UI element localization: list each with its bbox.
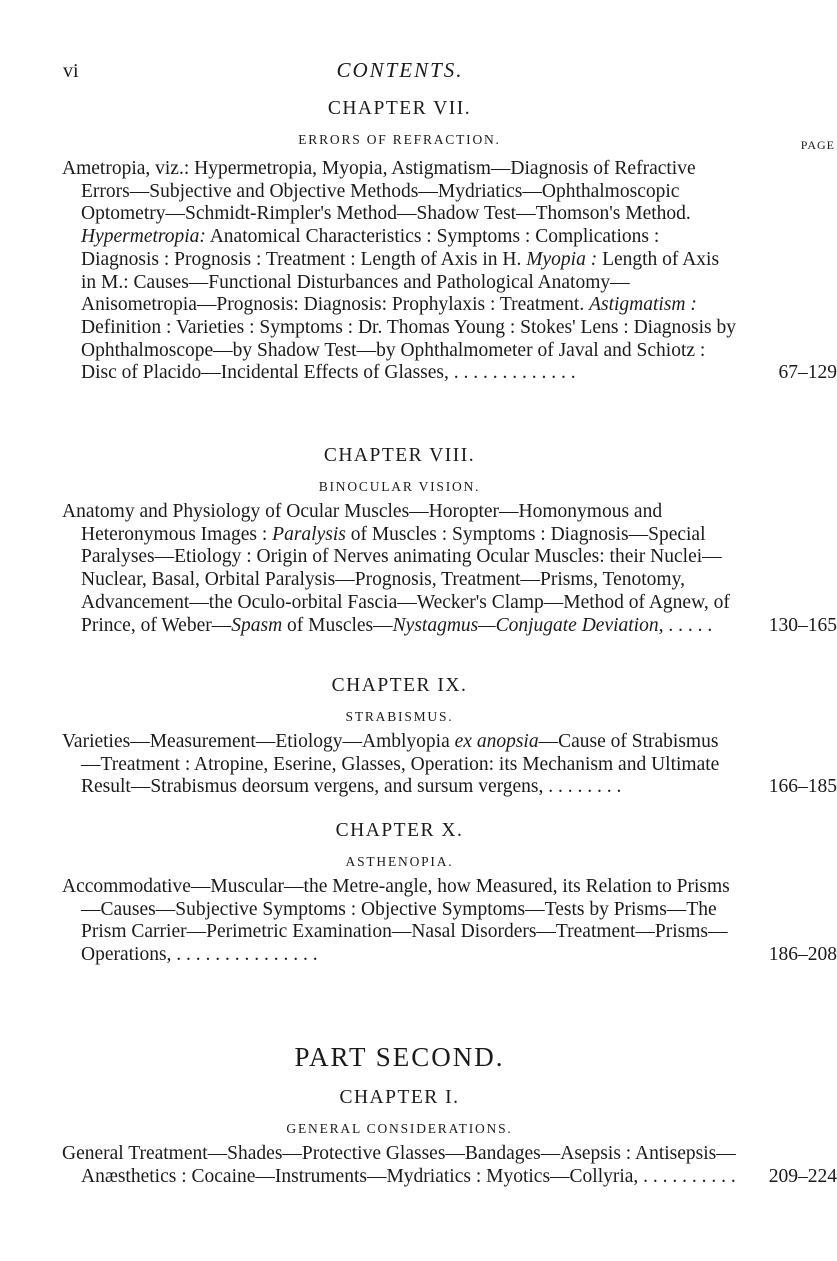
chapter-summary: Accommodative—Muscular—the Metre-angle, how Measured, its Relation to Prisms—Causes—Subjective Symptoms : Objective Symptoms—Tests by Prisms—The Prism Carrier—Perimetric Examination—Nasal Disorders—Treatment—Prisms—Operations, . . . . . . . . . . . . . . . 186–208 bbox=[62, 876, 837, 966]
page-column-label: PAGE bbox=[800, 138, 835, 152]
chapter-ix bbox=[62, 675, 837, 819]
page-number: vi bbox=[63, 60, 79, 82]
chapter-summary: Varieties—Measurement—Etiology—Amblyopia ex anopsia—Cause of Strabismus—Treatment : Atropine, Eserine, Glasses, Operation: its Mechanism and Ultimate Result—Strabismus deorsum vergens, and sursum vergens, . . . . . . . . 166–185 bbox=[62, 731, 837, 798]
page-range: 130–165 bbox=[768, 614, 837, 636]
part-title: PART SECOND. bbox=[294, 1042, 505, 1072]
chapter-viii bbox=[62, 445, 837, 657]
chapter-subtitle: BINOCULAR VISION. bbox=[318, 479, 481, 494]
page-range: 186–208 bbox=[768, 944, 837, 966]
chapter-subtitle: ASTHENOPIA. bbox=[345, 854, 454, 869]
chapter-subtitle: ERRORS OF REFRACTION. bbox=[298, 132, 501, 147]
chapter-title: CHAPTER VII. bbox=[327, 98, 472, 119]
chapter-subtitle: GENERAL CONSIDERATIONS. bbox=[286, 1121, 513, 1136]
chapter-x bbox=[62, 820, 837, 986]
chapter-title: CHAPTER IX. bbox=[331, 675, 468, 696]
chapter-title: CHAPTER X. bbox=[335, 820, 464, 841]
page-range: 166–185 bbox=[768, 776, 837, 798]
chapter-title: CHAPTER VIII. bbox=[323, 445, 476, 466]
chapter-vii bbox=[62, 98, 837, 405]
chapter-subtitle: STRABISMUS. bbox=[345, 709, 454, 724]
page-range: 209–224 bbox=[768, 1165, 837, 1187]
chapter-summary: Ametropia, viz.: Hypermetropia, Myopia, Astigmatism—Diagnosis of Refractive Errors—Subjective and Objective Methods—Mydriatics—Ophthalmoscopic Optometry—Schmidt-Rimpler's Method—Shadow Test—Thomson's Method. Hypermetropia: Anatomical Characteristics : Symptoms : Complications : Diagnosis : Prognosis : Treatment : Length of Axis in H. Myopia : Length of Axis in M.: Causes—Functional Disturbances and Pathological Anatomy—Anisometropia—Prognosis: Diagnosis: Prophylaxis : Treatment. Astigmatism : Definition : Varieties : Symptoms : Dr. Thomas Young : Stokes' Lens : Diagnosis by Ophthalmoscope—by Shadow Test—by Ophthalmometer of Javal and Schiotz : Disc of Placido—Incidental Effects of Glasses, . . . . . . . . . . . . . 67–129 bbox=[62, 158, 837, 384]
chapter-title: CHAPTER I. bbox=[339, 1087, 460, 1108]
chapter-summary: Anatomy and Physiology of Ocular Muscles—Horopter—Homonymous and Heteronymous Images : Paralysis of Muscles : Symptoms : Diagnosis—Special Paralyses—Etiology : Origin of Nerves animating Ocular Muscles: their Nuclei—Nuclear, Basal, Orbital Paralysis—Prognosis, Treatment—Prisms, Tenotomy, Advancement—the Oculo-orbital Fascia—Wecker's Clamp—Method of Agnew, of Prince, of Weber—Spasm of Muscles—Nystagmus—Conjugate Deviation, . . . . . 130–165 bbox=[62, 501, 837, 636]
part-second bbox=[62, 1042, 837, 1208]
page-range: 67–129 bbox=[778, 362, 837, 384]
chapter-summary: General Treatment—Shades—Protective Glasses—Bandages—Asepsis : Antisepsis—Anæsthetics : Cocaine—Instruments—Mydriatics : Myotics—Collyria, . . . . . . . . . . 209–224 bbox=[62, 1143, 837, 1187]
running-head: CONTENTS. bbox=[336, 58, 464, 82]
